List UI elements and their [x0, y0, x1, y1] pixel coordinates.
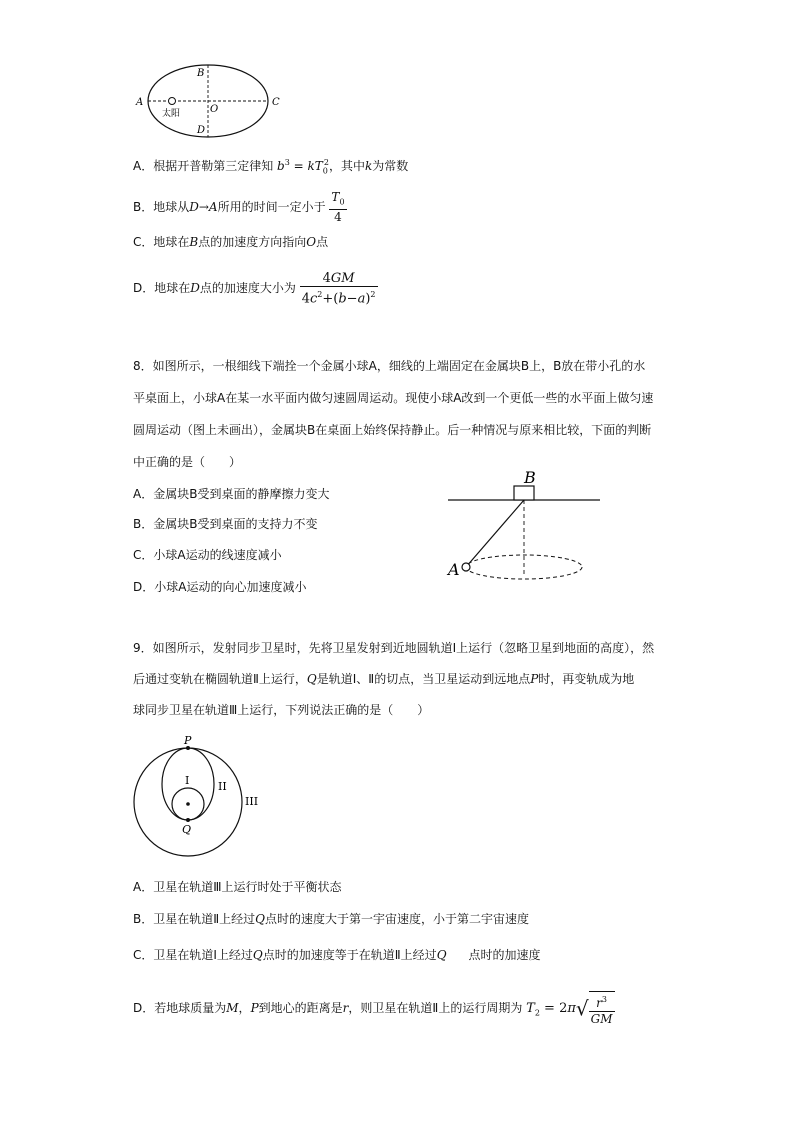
point-Q — [186, 818, 190, 822]
conical-pendulum-figure — [440, 465, 610, 585]
q8-stem-line-3: 圆周运动（图上未画出），金属块B在桌面上始终保持静止。后一种情况与原来相比较，下面的判断 — [133, 423, 652, 437]
q7-option-b: B．地球从D→A所用的时间一定小于 $\frac{T_0}{4}$ — [133, 190, 345, 225]
q7-option-a: A．根据开普勒第三定律知 $b^3 = kT_0^2$，其中k为常数 — [133, 158, 409, 176]
q9-option-a: A．卫星在轨道Ⅲ上运行时处于平衡状态 — [133, 880, 342, 894]
label-O: O — [210, 104, 219, 115]
orbit-III — [134, 748, 242, 856]
ball-A — [462, 563, 470, 571]
ellipse-orbit-figure — [130, 60, 290, 140]
label-A: A — [136, 97, 144, 108]
label-C: C — [272, 97, 280, 108]
label-orbit-III: III — [245, 795, 259, 808]
q9-option-b: B．卫星在轨道Ⅱ上经过Q点时的速度大于第一宇宙速度，小于第二宇宙速度 — [133, 912, 529, 926]
q8-stem-line-1: 8．如图所示，一根细线下端拴一个金属小球A，细线的上端固定在金属块B上，B放在带小孔的水 — [133, 359, 646, 373]
string — [466, 500, 524, 567]
label-B: B — [524, 468, 536, 487]
block-B — [514, 486, 534, 500]
label-sun: 太阳 — [162, 109, 181, 119]
fraction-T0-over-4: $\frac{T_0}{4}$ — [331, 190, 345, 225]
q8-option-b: B．金属块B受到桌面的支持力不变 — [133, 517, 318, 531]
q7-option-d: D．地球在D点的加速度大小为 $\frac{4GM}{4c^2+(b-a)^2}$ — [133, 270, 376, 307]
label-D: D — [197, 125, 206, 136]
label-P: P — [184, 734, 192, 747]
label-B: B — [197, 68, 205, 79]
q8-option-c: C．小球A运动的线速度减小 — [133, 548, 282, 562]
label-Q: Q — [182, 823, 192, 836]
q9-stem-line-2: 后通过变轨在椭圆轨道Ⅱ上运行，Q是轨道Ⅰ、Ⅱ的切点，当卫星运动到远地点P时，再变轨成为地 — [133, 672, 635, 686]
label-A: A — [448, 560, 460, 579]
sun-marker — [169, 98, 176, 105]
q8-option-a: A．金属块B受到桌面的静摩擦力变大 — [133, 487, 330, 501]
q9-option-c: C．卫星在轨道Ⅰ上经过Q点时的加速度等于在轨道Ⅱ上经过Q 点时的加速度 — [133, 948, 541, 962]
q8-stem-line-4: 中正确的是（ ） — [133, 455, 242, 469]
q9-stem-line-1: 9．如图所示，发射同步卫星时，先将卫星发射到近地圆轨道Ⅰ上运行（忽略卫星到地面的高度），然 — [133, 641, 655, 655]
satellite-orbits-figure — [128, 732, 268, 864]
q8-option-d: D．小球A运动的向心加速度减小 — [133, 580, 307, 594]
q9-option-d: D．若地球质量为M，P到地心的距离是r，则卫星在轨道Ⅱ上的运行周期为 $T_2 = 2\pi√$ $\frac{r^3}{GM}$ — [133, 990, 615, 1032]
earth-center — [186, 802, 190, 806]
q9-stem-line-3: 球同步卫星在轨道Ⅲ上运行，下列说法正确的是（ ） — [133, 703, 430, 717]
label-orbit-I: I — [185, 774, 190, 787]
q7-option-c: C．地球在B点的加速度方向指向O点 — [133, 235, 329, 249]
label-orbit-II: II — [218, 780, 227, 793]
formula-period: $T_2 = 2\pi√$ $\frac{r^3}{GM}$ — [526, 1001, 614, 1016]
q8-stem-line-2: 平桌面上，小球A在某一水平面内做匀速圆周运动。现使小球A改到一个更低一些的水平面上做匀速 — [133, 391, 654, 405]
formula-kepler: $b^3 = kT_0^2$ — [277, 158, 329, 176]
fraction-acceleration: $\frac{4GM}{4c^2+(b-a)^2}$ — [301, 270, 376, 307]
